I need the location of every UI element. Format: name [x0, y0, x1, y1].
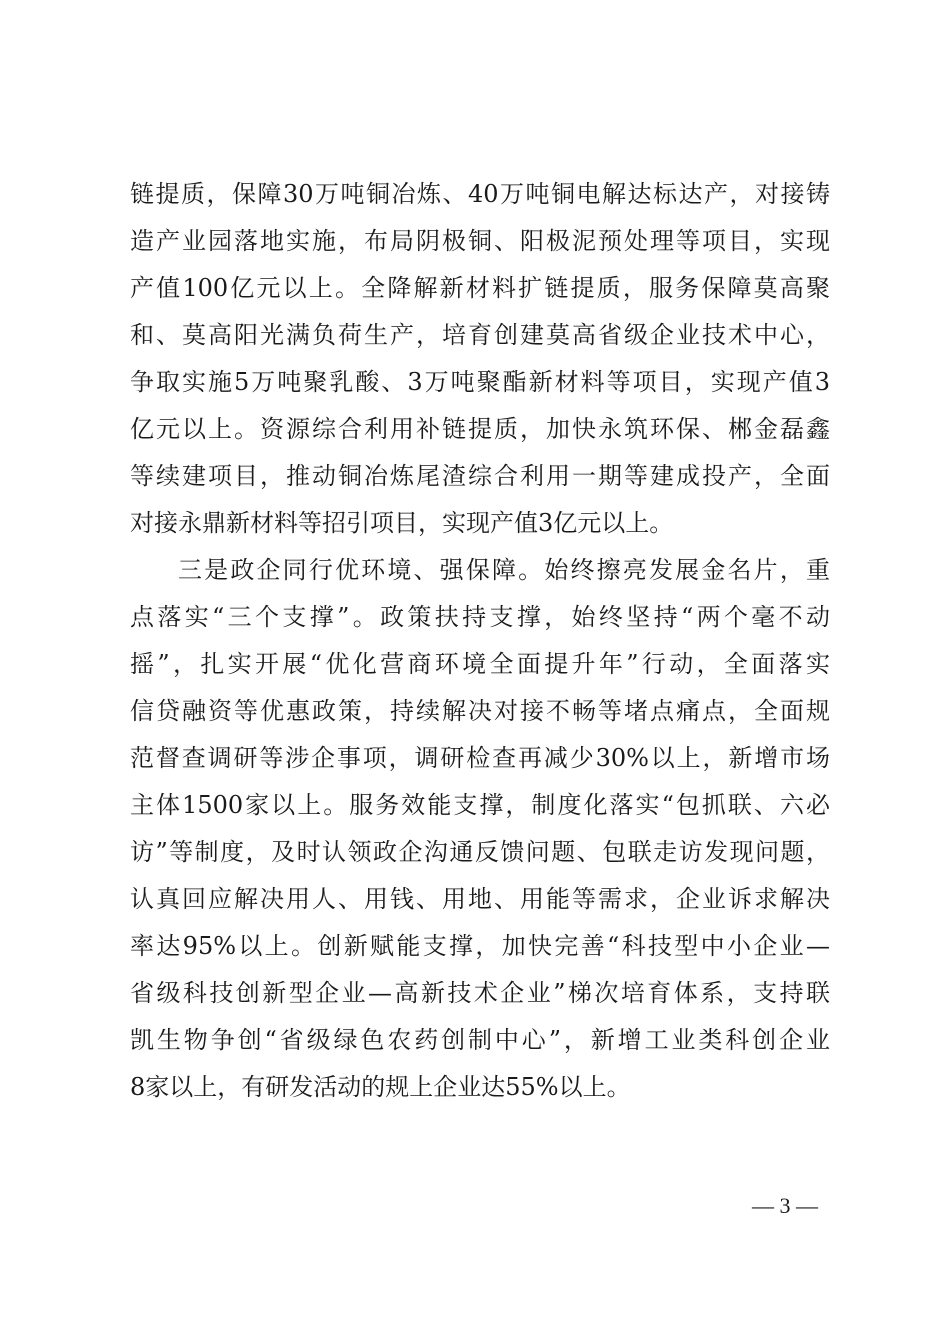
- paragraph-2-line-1: 三是政企同行优环境、强保障。始终擦亮发展金名片，重: [178, 556, 830, 584]
- paragraph-2-line-5: 范督查调研等涉企事项，调研检查再减少30%以上，新增市场: [130, 744, 830, 772]
- paragraph-2-line-12: 8家以上，有研发活动的规上企业达55%以上。: [130, 1073, 631, 1101]
- paragraph-1-line-7: 等续建项目，推动铜冶炼尾渣综合利用一期等建成投产，全面: [130, 462, 830, 490]
- paragraph-1-line-3: 产值100亿元以上。全降解新材料扩链提质，服务保障莫高聚: [130, 274, 830, 302]
- paragraph-1-line-8: 对接永鼎新材料等招引项目，实现产值3亿元以上。: [130, 509, 674, 537]
- paragraph-2-line-9: 率达95%以上。创新赋能支撑，加快完善“科技型中小企业—: [130, 932, 830, 960]
- paragraph-2-line-4: 信贷融资等优惠政策，持续解决对接不畅等堵点痛点，全面规: [130, 697, 830, 725]
- paragraph-2-line-3: 摇”，扎实开展“优化营商环境全面提升年”行动，全面落实: [130, 650, 830, 678]
- paragraph-2-line-7: 访”等制度，及时认领政企沟通反馈问题、包联走访发现问题，: [130, 838, 830, 866]
- paragraph-1-line-2: 造产业园落地实施，布局阴极铜、阳极泥预处理等项目，实现: [130, 227, 830, 255]
- paragraph-1-line-1: 链提质，保障30万吨铜冶炼、40万吨铜电解达标达产，对接铸: [130, 180, 830, 208]
- paragraph-2-line-6: 主体1500家以上。服务效能支撑，制度化落实“包抓联、六必: [130, 791, 830, 819]
- paragraph-1-line-6: 亿元以上。资源综合利用补链提质，加快永筑环保、郴金磊鑫: [130, 415, 830, 443]
- paragraph-1-line-4: 和、莫高阳光满负荷生产，培育创建莫高省级企业技术中心，: [130, 321, 830, 349]
- paragraph-2-line-11: 凯生物争创“省级绿色农药创制中心”，新增工业类科创企业: [130, 1026, 830, 1054]
- paragraph-2-line-8: 认真回应解决用人、用钱、用地、用能等需求，企业诉求解决: [130, 885, 830, 913]
- page-number: — 3 —: [752, 1193, 818, 1218]
- paragraph-2-line-10: 省级科技创新型企业—高新技术企业”梯次培育体系，支持联: [130, 979, 830, 1007]
- paragraph-2-line-2: 点落实“三个支撑”。政策扶持支撑，始终坚持“两个毫不动: [130, 603, 830, 631]
- paragraph-1-line-5: 争取实施5万吨聚乳酸、3万吨聚酯新材料等项目，实现产值3: [130, 368, 830, 396]
